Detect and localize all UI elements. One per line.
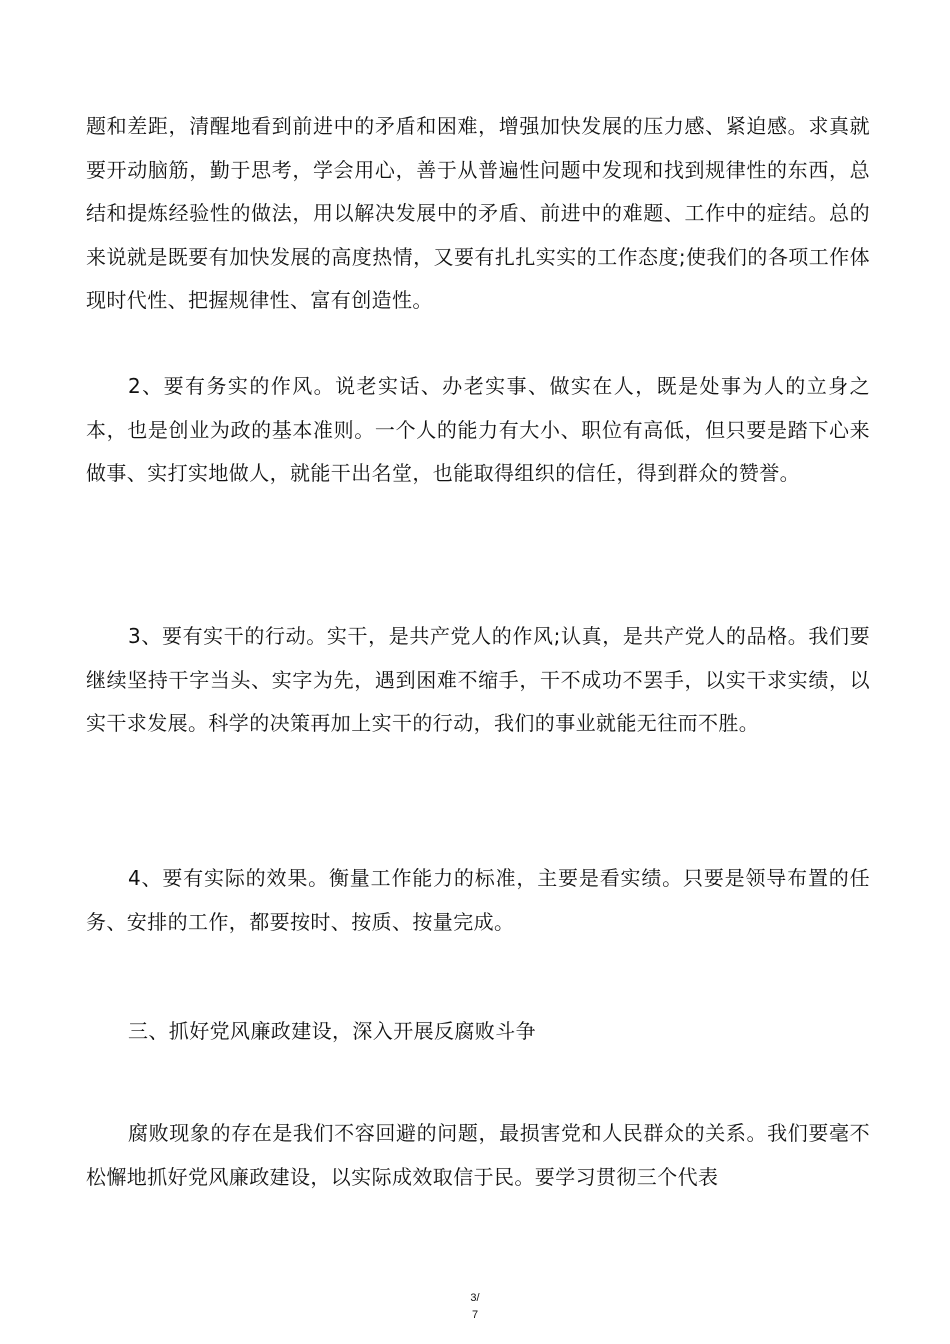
section-heading-3: 三、抓好党风廉政建设，深入开展反腐败斗争 <box>128 1019 536 1043</box>
paragraph-continuation: 题和差距，清醒地看到前进中的矛盾和困难，增强加快发展的压力感、紧迫感。求真就要开动脑筋，勤于思考，学会用心，善于从普遍性问题中发现和找到规律性的东西，总结和提炼经验性的做法，用以解决发展中的矛盾、前进中的难题、工作中的症结。总的来说就是既要有加快发展的高度热情，又要有扎扎实实的工作态度;使我们的各项工作体现时代性、把握规律性、富有创造性。 <box>86 114 870 312</box>
page-number-current: 3/ <box>470 1292 480 1304</box>
paragraph-item-4: 4、要有实际的效果。衡量工作能力的标准，主要是看实绩。只要是领导布置的任务、安排的工作，都要按时、按质、按量完成。 <box>86 866 870 934</box>
paragraph-item-2: 2、要有务实的作风。说老实话、办老实事、做实在人，既是处事为人的立身之本，也是创业为政的基本准则。一个人的能力有大小、职位有高低，但只要是踏下心来做事、实打实地做人，就能干出名堂，也能取得组织的信任，得到群众的赞誉。 <box>86 374 870 485</box>
page-number-total: 7 <box>471 1309 479 1321</box>
paragraph-item-3: 3、要有实干的行动。实干，是共产党人的作风;认真，是共产党人的品格。我们要继续坚持干字当头、实字为先，遇到困难不缩手，干不成功不罢手，以实干求实绩，以实干求发展。科学的决策再加上实干的行动，我们的事业就能无往而不胜。 <box>86 624 870 735</box>
page-number <box>455 1290 495 1324</box>
paragraph-corruption: 腐败现象的存在是我们不容回避的问题，最损害党和人民群众的关系。我们要毫不松懈地抓好党风廉政建设，以实际成效取信于民。要学习贯彻三个代表 <box>86 1121 870 1189</box>
